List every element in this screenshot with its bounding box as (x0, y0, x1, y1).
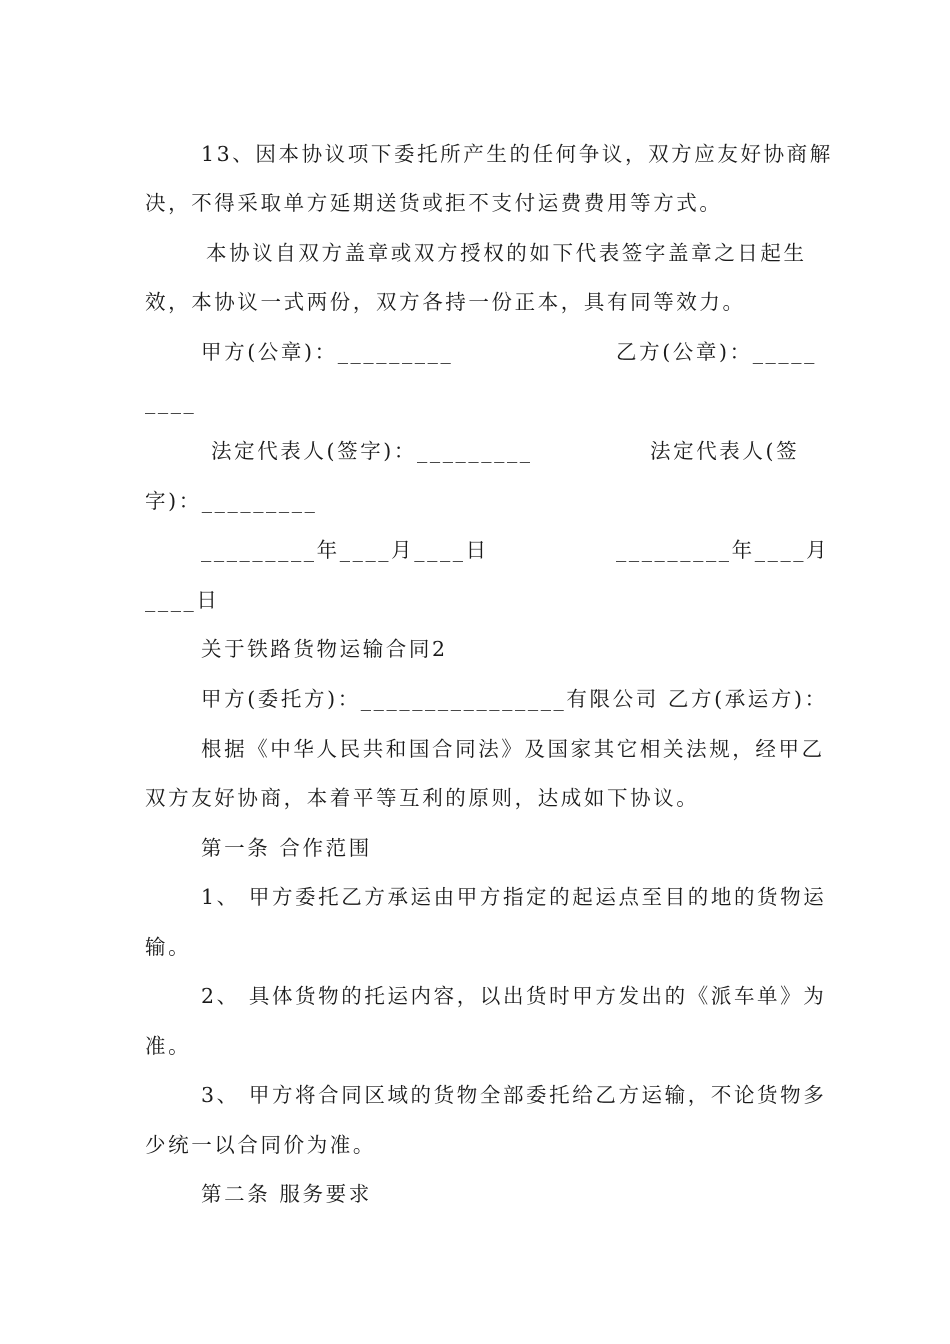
article-2-title: 第二条 服务要求 (201, 1182, 372, 1206)
contract-2-title: 关于铁路货物运输合同2 (201, 637, 448, 661)
parties-line: 甲方(委托方)：________________有限公司 乙方(承运方)： (201, 687, 828, 711)
party-b-seal-continued: ____ (145, 390, 197, 414)
item-2-line-2: 准。 (145, 1034, 192, 1058)
legal-rep-b-continued: 字)：_________ (145, 489, 318, 513)
item-3-line-1: 3、 甲方将合同区域的货物全部委托给乙方运输，不论货物多 (201, 1083, 827, 1107)
date-b-continued: ____日 (145, 588, 220, 612)
date-a: _________年____月____日 (201, 538, 489, 562)
item-3-line-2: 少统一以合同价为准。 (145, 1133, 376, 1157)
item-1-line-1: 1、 甲方委托乙方承运由甲方指定的起运点至目的地的货物运 (201, 885, 827, 909)
legal-rep-b: 法定代表人(签 (650, 439, 800, 463)
preamble-line-1: 根据《中华人民共和国合同法》及国家其它相关法规，经甲乙 (201, 737, 825, 761)
legal-rep-a: 法定代表人(签字)：_________ (211, 439, 533, 463)
party-a-seal: 甲方(公章)：_________ (201, 340, 454, 364)
date-b: _________年____月 (616, 538, 830, 562)
party-b-seal: 乙方(公章)：_____ (616, 340, 817, 364)
clause-13-line-1: 13、因本协议项下委托所产生的任何争议，双方应友好协商解 (201, 142, 833, 166)
effect-line-2: 效，本协议一式两份，双方各持一份正本，具有同等效力。 (145, 290, 746, 314)
effect-line-1: 本协议自双方盖章或双方授权的如下代表签字盖章之日起生 (206, 241, 807, 265)
item-2-line-1: 2、 具体货物的托运内容，以出货时甲方发出的《派车单》为 (201, 984, 827, 1008)
preamble-line-2: 双方友好协商，本着平等互利的原则，达成如下协议。 (145, 786, 700, 810)
clause-13-line-2: 决，不得采取单方延期送货或拒不支付运费费用等方式。 (145, 191, 723, 215)
item-1-line-2: 输。 (145, 935, 192, 959)
article-1-title: 第一条 合作范围 (201, 836, 372, 860)
